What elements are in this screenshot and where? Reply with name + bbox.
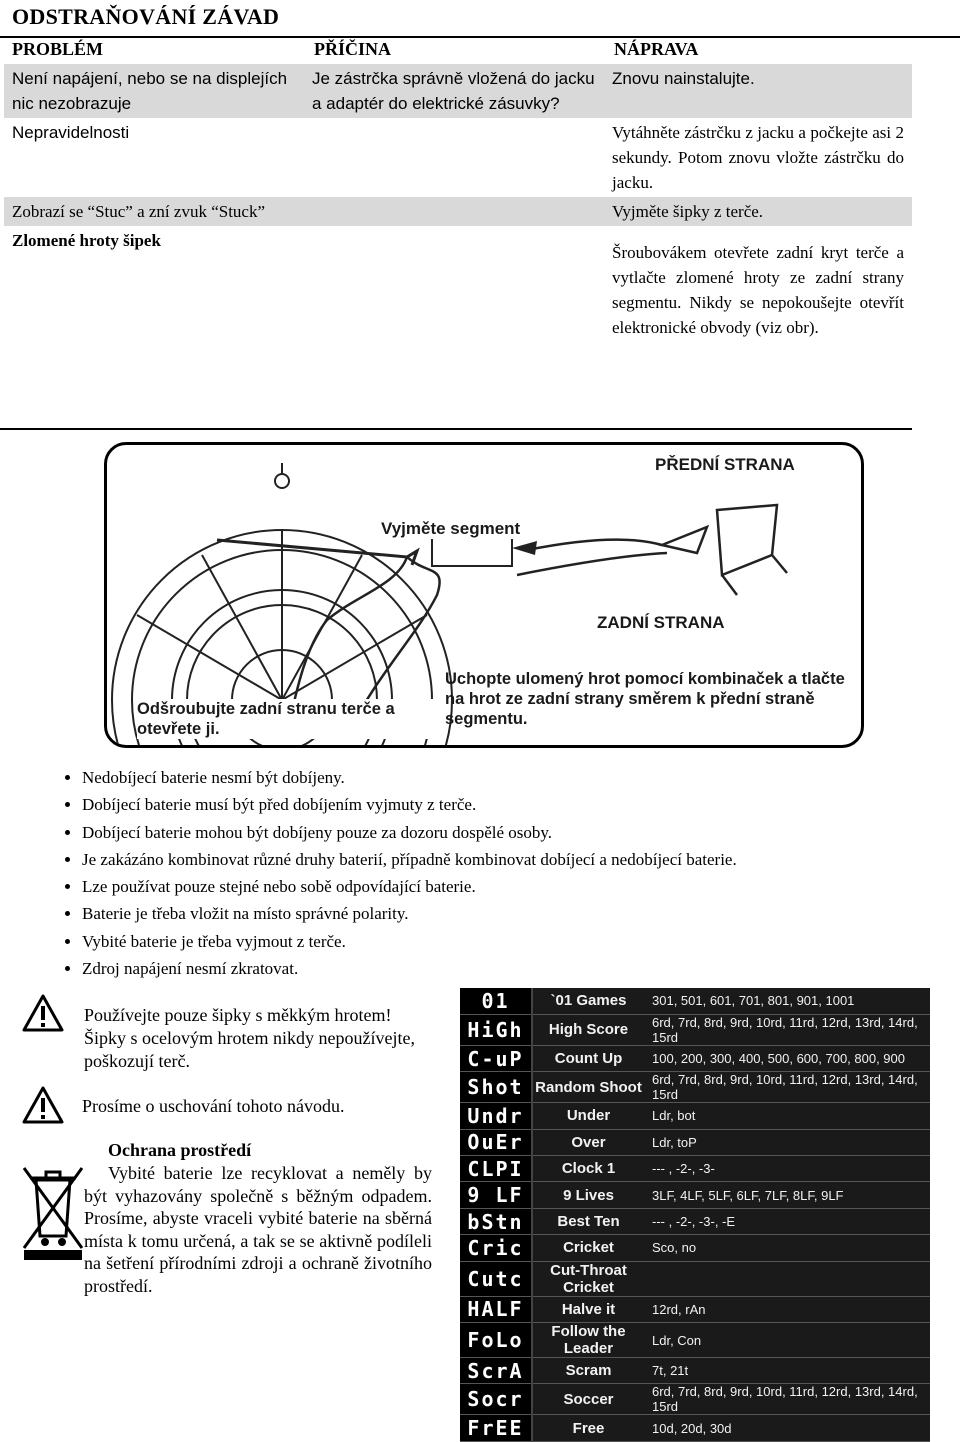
recycle-bin-crossed-icon [18,1158,88,1264]
mode-options: 12rd, rAn [644,1296,930,1322]
mode-name: Scram [532,1358,644,1384]
mode-name: Best Ten [532,1208,644,1234]
page-title: ODSTRAŇOVÁNÍ ZÁVAD [12,4,280,29]
mode-code: bStn [460,1208,532,1234]
table-row [460,1072,930,1103]
environment-heading: Ochrana prostředí [108,1140,252,1160]
warning-triangle-icon [22,994,64,1032]
cause-cell [304,197,604,226]
mode-code: C-uP [460,1045,532,1071]
mode-code: Cutc [460,1261,532,1296]
mode-name: Cut-Throat Cricket [532,1261,644,1296]
mode-options: --- , -2-, -3-, -E [644,1208,930,1234]
table-row [460,1014,930,1045]
mode-options: 3LF, 4LF, 5LF, 6LF, 7LF, 8LF, 9LF [644,1182,930,1208]
mode-code: Cric [460,1235,532,1261]
front-side-label: PŘEDNÍ STRANA [655,455,795,474]
table-row [460,1235,930,1261]
table-bottom-rule [0,428,912,430]
table-row [460,1415,930,1441]
mode-options: Ldr, toP [644,1129,930,1155]
problem-cell: Zlomené hroty šipek [12,231,161,250]
table-row [460,1296,930,1322]
remedy-cell: Šroubovákem otevřete zadní kryt terče a vytlačte zlomené hroty ze zadní strany segmentu. Nikdy se nepokoušejte otevřít elektronické obvody (viz obr). [612,243,904,337]
game-modes-table [460,988,930,1442]
soft-tip-warning: Používejte pouze šipky s měkkým hrotem! Šipky s ocelovým hrotem nikdy nepoužívejte, poškozují terč. [84,1005,415,1071]
keep-manual-note: Prosíme o uschování tohoto návodu. [82,1096,345,1116]
mode-name: Soccer [532,1384,644,1415]
table-row [460,1261,930,1296]
header-rule [0,36,960,38]
mode-code: Undr [460,1103,532,1129]
table-row [460,1358,930,1384]
remedy-cell: Vytáhněte zástrčku z jacku a počkejte asi 2 sekundy. Potom znovu vložte zástrčku do jacku. [612,123,904,192]
mode-code: FoLo [460,1323,532,1358]
mode-options: Ldr, bot [644,1103,930,1129]
table-row [460,988,930,1014]
cause-cell [304,118,604,197]
table-row [460,1045,930,1071]
mode-code: OuEr [460,1129,532,1155]
mode-name: Over [532,1129,644,1155]
mode-code: Shot [460,1072,532,1103]
list-item: • Nedobíjecí baterie nesmí být dobíjeny. [82,764,737,791]
mode-code: ScrA [460,1358,532,1384]
mode-options: --- , -2-, -3- [644,1156,930,1182]
table-row [460,1208,930,1234]
table-row [460,1182,930,1208]
table-row [4,118,912,197]
problem-cell: Nepravidelnosti [12,123,130,142]
mode-options: 10d, 20d, 30d [644,1415,930,1441]
environment-text: Vybité baterie lze recyklovat a neměly by být vyhazovány společně s běžným odpadem. Prosíme, abyste vraceli vybité baterie na sběrná místa k tomu určená, a tak se se aktivně podíleli na šetření přírodními zdroji a ochraně životního prostředí. [84,1163,432,1296]
list-item: • Je zakázáno kombinovat různé druhy baterií, případně kombinovat dobíjecí a nedobíjecí baterie. [82,846,737,873]
table-row [460,1323,930,1358]
mode-code: 01 [460,988,532,1014]
grab-instruction: Uchopte ulomený hrot pomocí kombinaček a tlačte na hrot ze zadní strany směrem k přední straně segmentu. [445,670,845,728]
list-item: • Dobíjecí baterie musí být před dobíjením vyjmuty z terče. [82,791,737,818]
list-item: • Dobíjecí baterie mohou být dobíjeny pouze za dozoru dospělé osoby. [82,819,737,846]
mode-code: FrEE [460,1415,532,1441]
mode-name: Under [532,1103,644,1129]
mode-options: 6rd, 7rd, 8rd, 9rd, 10rd, 11rd, 12rd, 13rd, 14rd, 15rd [644,1384,930,1415]
mode-name: 9 Lives [532,1182,644,1208]
column-header-cause: PŘÍČINA [314,39,392,59]
warning-triangle-icon [22,1086,64,1124]
back-side-label: ZADNÍ STRANA [597,613,725,632]
table-row [4,197,912,226]
column-header-problem: PROBLÉM [12,39,104,59]
mode-options: 6rd, 7rd, 8rd, 9rd, 10rd, 11rd, 12rd, 13rd, 14rd, 15rd [644,1014,930,1045]
mode-name: Halve it [532,1296,644,1322]
mode-name: Random Shoot [532,1072,644,1103]
mode-options: 6rd, 7rd, 8rd, 9rd, 10rd, 11rd, 12rd, 13rd, 14rd, 15rd [644,1072,930,1103]
table-row [4,64,912,118]
mode-name: High Score [532,1014,644,1045]
cause-cell [304,226,604,342]
list-item: • Zdroj napájení nesmí zkratovat. [82,955,737,982]
remedy-cell: Vyjměte šipky z terče. [604,197,912,226]
mode-options: Ldr, Con [644,1323,930,1358]
table-row [460,1103,930,1129]
battery-rules-list [50,764,737,982]
mode-name: Clock 1 [532,1156,644,1182]
mode-name: `01 Games [532,988,644,1014]
mode-code: 9 LF [460,1182,532,1208]
table-row [460,1156,930,1182]
remove-segment-label: Vyjměte segment [381,519,521,538]
mode-options: 7t, 21t [644,1358,930,1384]
table-row [4,226,912,342]
mode-options: Sco, no [644,1235,930,1261]
troubleshooting-table [4,64,912,342]
column-header-remedy: NÁPRAVA [614,39,699,59]
mode-options: 100, 200, 300, 400, 500, 600, 700, 800, 900 [644,1045,930,1071]
mode-options: 301, 501, 601, 701, 801, 901, 1001 [644,988,930,1014]
mode-name: Free [532,1415,644,1441]
mode-options [644,1261,930,1296]
mode-code: CLPI [460,1156,532,1182]
mode-code: HALF [460,1296,532,1322]
mode-name: Cricket [532,1235,644,1261]
table-row [460,1129,930,1155]
mode-name: Follow the Leader [532,1323,644,1358]
mode-code: HiGh [460,1014,532,1045]
list-item: • Baterie je třeba vložit na místo správné polarity. [82,900,737,927]
cause-cell: Je zástrčka správně vložená do jacku a adaptér do elektrické zásuvky? [304,64,604,118]
mode-name: Count Up [532,1045,644,1071]
list-item: • Vybité baterie je třeba vyjmout z terče. [82,928,737,955]
problem-cell: Není napájení, nebo se na displejích nic nezobrazuje [4,64,304,118]
list-item: • Lze používat pouze stejné nebo sobě odpovídající baterie. [82,873,737,900]
repair-illustration [104,442,864,748]
unscrew-instruction: Odšroubujte zadní stranu terče a otevřete ji. [137,699,437,739]
mode-code: Socr [460,1384,532,1415]
remedy-cell: Znovu nainstalujte. [604,64,912,118]
problem-cell: Zobrazí se “Stuc” a zní zvuk “Stuck” [4,197,304,226]
table-row [460,1384,930,1415]
